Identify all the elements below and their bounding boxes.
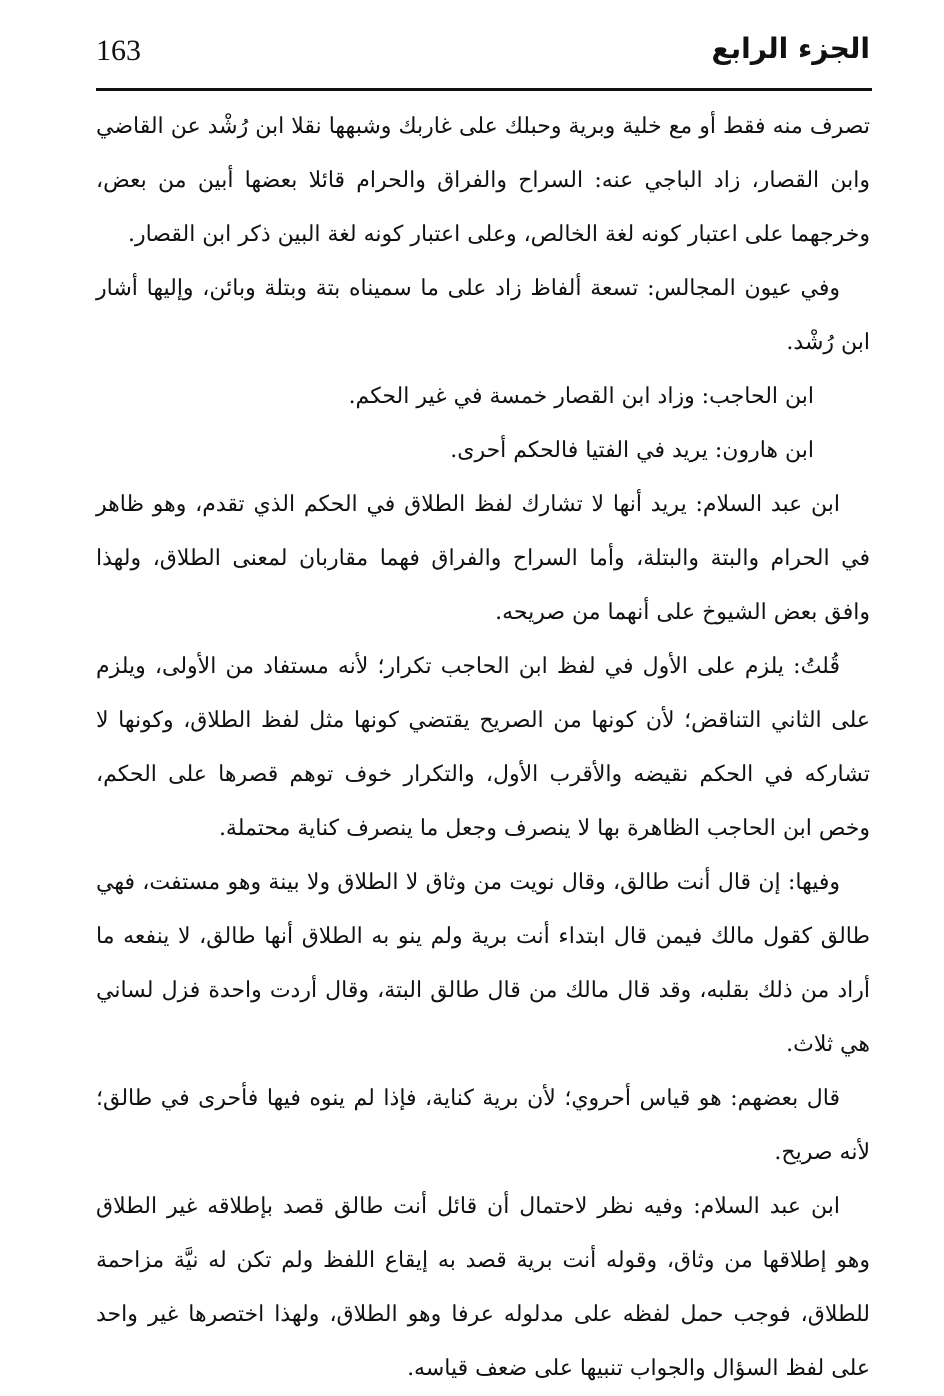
paragraph: وفيها: إن قال أنت طالق، وقال نويت من وثاق لا الطلاق ولا بينة وهو مستفت، فهي طالق كقول مالك فيمن قال ابتداء أنت برية ولم ينو به الطلاق أنها طالق، لا ينفعه ما أراد من ذلك بقلبه، وقد قال مالك من قال طالق البتة، وقال أردت واحدة فزل لساني هي ثلاث. xyxy=(96,870,870,1057)
paragraph: قال بعضهم: هو قياس أحروي؛ لأن برية كناية، فإذا لم ينوه فيها فأحرى في طالق؛ لأنه صريح. xyxy=(96,1086,870,1165)
paragraph: تصرف منه فقط أو مع خلية وبرية وحبلك على غاربك وشبهها نقلا ابن رُشْد عن القاضي وابن القصار، زاد الباجي عنه: السراح والفراق والحرام قائلا بعضها أبين من بعض، وخرجهما على اعتبار كونه لغة الخالص، وعلى اعتبار كونه لغة البين ذكر ابن القصار. xyxy=(96,114,870,247)
body-text xyxy=(96,100,870,1396)
page-header xyxy=(96,28,870,76)
paragraph: ابن عبد السلام: وفيه نظر لاحتمال أن قائل أنت طالق قصد بإطلاقه غير الطلاق وهو إطلاقها من وثاق، وقوله أنت برية قصد به إيقاع اللفظ ولم تكن له نيَّة مزاحمة للطلاق، فوجب حمل لفظه على مدلوله عرفا وهو الطلاق، ولهذا اختصرها غير واحد على لفظ السؤال والجواب تنبيها على ضعف قياسه. xyxy=(96,1194,870,1381)
paragraph: قُلتُ: يلزم على الأول في لفظ ابن الحاجب تكرار؛ لأنه مستفاد من الأولى، ويلزم على الثاني التناقض؛ لأن كونها من الصريح يقتضي كونها مثل لفظ الطلاق، وكونها لا تشاركه في الحكم نقيضه والأقرب الأول، والتكرار خوف توهم قصرها على الحكم، وخص ابن الحاجب الظاهرة بها لا ينصرف وجعل ما ينصرف كناية محتملة. xyxy=(96,654,870,841)
header-rule xyxy=(96,88,872,91)
paragraph: وفي عيون المجالس: تسعة ألفاظ زاد على ما سميناه بتة وبتلة وبائن، وإليها أشار ابن رُشْد. xyxy=(96,276,870,355)
running-title: الجزء الرابع xyxy=(711,32,870,65)
paragraph: ابن هارون: يريد في الفتيا فالحكم أحرى. xyxy=(450,438,814,463)
paragraph: ابن عبد السلام: يريد أنها لا تشارك لفظ الطلاق في الحكم الذي تقدم، وهو ظاهر في الحرام والبتة والبتلة، وأما السراح والفراق فهما مقاربان لمعنى الطلاق، ولهذا وافق بعض الشيوخ على أنهما من صريحه. xyxy=(96,492,870,625)
page-number: 163 xyxy=(96,34,141,67)
paragraph: ابن الحاجب: وزاد ابن القصار خمسة في غير الحكم. xyxy=(348,384,814,409)
